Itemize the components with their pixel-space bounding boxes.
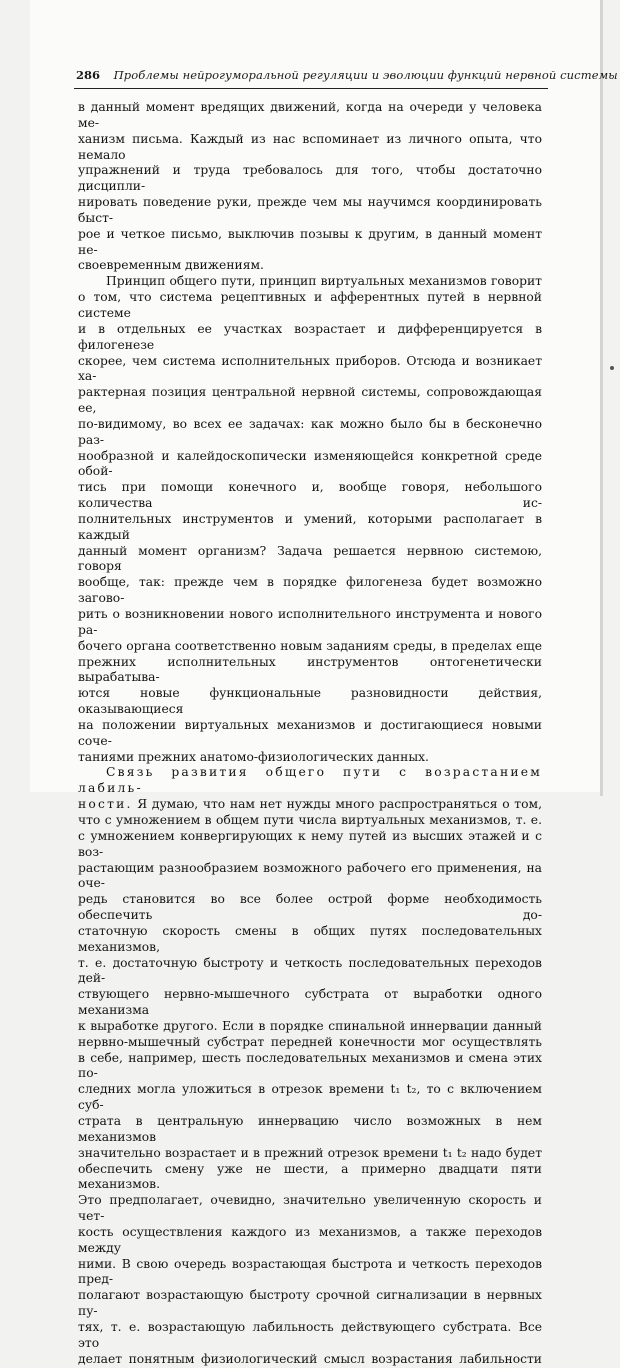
text-line: страта в центральную иннервацию число возможных в нем механизмов	[78, 1114, 542, 1144]
text-line: Это предполагает, очевидно, значительно увеличенную скорость и чет-	[78, 1193, 542, 1224]
text-line: прежних исполнительных инструментов онтогенетически вырабатыва-	[78, 654, 542, 685]
text-line: рое и четкое письмо, выключив позывы к другим, в данный момент не-	[78, 226, 542, 257]
text-line: и в отдельных ее участках возрастает и дифференцируется в филогенезе	[78, 321, 542, 352]
text-line: нообразной и калейдоскопически изменяющейся конкретной среде обой-	[78, 448, 542, 479]
text-line: что с умножением в общем пути числа виртуальных механизмов, т. е.	[78, 812, 542, 827]
text-line: нервно-мышечный субстрат передней конечности мог осуществлять	[78, 1034, 542, 1049]
text-line: тись при помощи конечного и, вообще говоря, небольшого количества ис-	[78, 480, 542, 511]
text-line: нировать поведение руки, прежде чем мы научимся координировать быст-	[78, 195, 542, 225]
text-line: рактерная позиция центральной нервной системы, сопровождающая ее,	[78, 385, 542, 416]
text-line: ханизм письма. Каждый из нас вспоминает из личного опыта, что немало	[78, 131, 542, 162]
text-line: бочего органа соответственно новым заданиям среды, в пределах еще	[78, 638, 542, 653]
text-line: статочную скорость смены в общих путях последовательных механизмов,	[78, 923, 542, 954]
text-line: на положении виртуальных механизмов и достигающиеся новыми соче-	[78, 717, 542, 748]
margin-dot	[610, 366, 614, 370]
text-line: своевременным движениям.	[78, 258, 264, 273]
text-line: полагают возрастающую быстроту срочной сигнализации в нервных пу-	[78, 1288, 542, 1319]
text-line: о том, что система рецептивных и афферентных путей в нервной системе	[78, 290, 542, 320]
text-line: редь становится во все более острой форме необходимость обеспечить до-	[78, 892, 542, 923]
text-line: кость осуществления каждого из механизмов, а также переходов между	[78, 1224, 542, 1255]
text-line: по-видимому, во всех ее задачах: как можно было бы в бесконечно раз-	[78, 416, 542, 447]
running-header	[76, 68, 618, 82]
text-line: в себе, например, шесть последовательных механизмов и смена этих по-	[78, 1050, 542, 1081]
text-line: ними. В свою очередь возрастающая быстрота и четкость переходов пред-	[78, 1256, 542, 1287]
text-line: т. е. достаточную быстроту и четкость последовательных переходов дей-	[78, 955, 542, 986]
text-line: таниями прежних анатомо-физиологических данных.	[78, 749, 429, 764]
text-line: ности. Я думаю, что нам нет нужды много распространяться о том,	[78, 797, 542, 812]
text-line: скорее, чем система исполнительных приборов. Отсюда и возникает ха-	[78, 353, 542, 384]
text-line: в данный момент вредящих движений, когда на очереди у человека ме-	[78, 100, 542, 130]
header-rule	[74, 88, 548, 89]
text-line: ствующего нервно-мышечного субстрата от выработки одного механизма	[78, 987, 542, 1018]
text-line: с умножением конвергирующих к нему путей из высших этажей и с воз-	[78, 828, 542, 859]
page-number: 286	[76, 68, 101, 82]
text-line: значительно возрастает и в прежний отрезок времени t₁ t₂ надо будет	[78, 1145, 542, 1160]
text-line: к выработке другого. Если в порядке спинальной иннервации данный	[78, 1018, 542, 1033]
text-line: Связь развития общего пути с возрастанием лабиль-	[78, 765, 542, 796]
text-line: тях, т. е. возрастающую лабильность действующего субстрата. Все это	[78, 1319, 542, 1350]
text-line: обеспечить смену уже не шести, а примерно двадцати пяти механизмов.	[78, 1161, 542, 1192]
text-line: упражнений и труда требовалось для того, чтобы достаточно дисципли-	[78, 163, 542, 194]
page-edge	[600, 0, 603, 796]
text-line: данный момент организм? Задача решается нервною системою, говоря	[78, 543, 542, 574]
text-line: полнительных инструментов и умений, которыми располагает в каждый	[78, 511, 542, 542]
running-title: Проблемы нейрогуморальной регуляции и эволюции функций нервной системы	[113, 68, 618, 82]
body-text	[78, 100, 542, 1368]
text-line: ются новые функциональные разновидности действия, оказывающиеся	[78, 686, 542, 717]
text-line: рить о возникновении нового исполнительного инструмента и нового ра-	[78, 607, 542, 637]
text-line: следних могла уложиться в отрезок времени t₁ t₂, то с включением суб-	[78, 1082, 542, 1113]
text-line: растающим разнообразием возможного рабочего его применения, на оче-	[78, 860, 542, 891]
text-line: Принцип общего пути, принцип виртуальных механизмов говорит	[106, 274, 542, 289]
text-line: делает понятным физиологический смысл возрастания лабильности	[78, 1351, 542, 1366]
text-line: вообще, так: прежде чем в порядке филогенеза будет возможно загово-	[78, 575, 542, 606]
